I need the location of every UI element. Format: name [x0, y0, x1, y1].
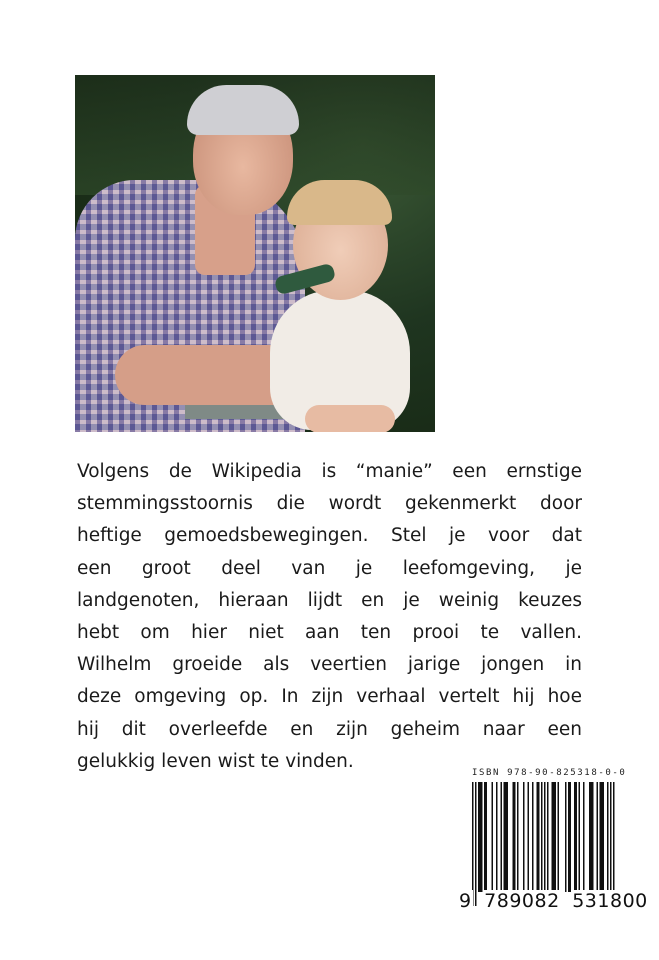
- barcode-bar: [603, 782, 605, 892]
- barcode-bar: [601, 782, 603, 892]
- barcode-bar: [589, 782, 591, 892]
- barcode-bar: [505, 782, 507, 892]
- barcode-first-digit: 9: [459, 890, 472, 912]
- barcode-bar: [478, 782, 480, 892]
- barcode-bar: [597, 782, 599, 892]
- barcode-bar: [523, 782, 525, 892]
- barcode-bar: [484, 782, 486, 892]
- barcode-bar: [607, 782, 609, 892]
- blurb-line: deze omgeving op. In zijn verhaal vertelt hij hoe: [77, 686, 582, 708]
- barcode-bar: [480, 782, 482, 892]
- blurb-line: hij dit overleefde en zijn geheim naar een: [77, 718, 582, 740]
- barcode-bar: [481, 782, 483, 892]
- barcode-bar: [613, 782, 615, 906]
- blurb-line: hebt om hier niet aan ten prooi te vallen.: [77, 622, 582, 644]
- barcode-bar: [570, 782, 572, 892]
- blurb-line: heftige gemoedsbewegingen. Stel je voor dat: [77, 525, 582, 547]
- barcode-bar: [514, 782, 516, 892]
- barcode-bar: [574, 782, 576, 892]
- blurb-line: landgenoten, hieraan lijdt en je weinig keuzes: [77, 589, 582, 611]
- barcode-bar: [592, 782, 594, 892]
- barcode-bar: [532, 782, 534, 892]
- barcode-bar: [576, 782, 578, 892]
- barcode-bar: [501, 782, 503, 892]
- barcode-bar: [555, 782, 557, 892]
- barcode-bar: [472, 782, 474, 906]
- barcode-bar: [486, 782, 488, 892]
- barcode-bar: [492, 782, 494, 892]
- barcode-bar: [579, 782, 581, 892]
- isbn-label: ISBN 978-90-825318-0-0: [472, 768, 627, 778]
- barcode-bar: [538, 782, 540, 892]
- barcode-left-group: 789082: [484, 890, 560, 912]
- barcode-bar: [558, 782, 560, 892]
- barcode-bar: [552, 782, 554, 892]
- barcode-bar: [610, 782, 612, 906]
- barcode-bar: [544, 782, 546, 906]
- barcode-bar: [475, 782, 477, 906]
- barcode-bar: [600, 782, 602, 892]
- barcode-bar: [541, 782, 543, 906]
- barcode-bar: [537, 782, 539, 892]
- barcode-bar: [591, 782, 593, 892]
- barcode-bar: [513, 782, 515, 892]
- cover-photo: [75, 75, 435, 432]
- blurb-line: stemmingsstoornis die wordt gekenmerkt door: [77, 493, 582, 515]
- barcode-bar: [568, 782, 570, 892]
- barcode-bar: [583, 782, 585, 892]
- barcode-bar: [553, 782, 555, 892]
- blurb-line: een groot deel van je leefomgeving, je: [77, 557, 582, 579]
- barcode-bar: [528, 782, 530, 892]
- barcode-bar: [504, 782, 506, 892]
- barcode-bar: [517, 782, 519, 892]
- barcode-bar: [547, 782, 549, 892]
- blurb-line: Wilhelm groeide als veertien jarige jongen in: [77, 654, 582, 676]
- barcode-right-group: 531800: [572, 890, 648, 912]
- barcode-bar: [496, 782, 498, 892]
- barcode-bar: [565, 782, 567, 892]
- blurb-line: Volgens de Wikipedia is “manie” een ernstige: [77, 461, 582, 482]
- blurb-text: [77, 456, 582, 778]
- blurb-line: gelukkig leven wist te vinden.: [77, 750, 354, 772]
- barcode-digits: [458, 890, 649, 912]
- barcode-bar: [507, 782, 509, 892]
